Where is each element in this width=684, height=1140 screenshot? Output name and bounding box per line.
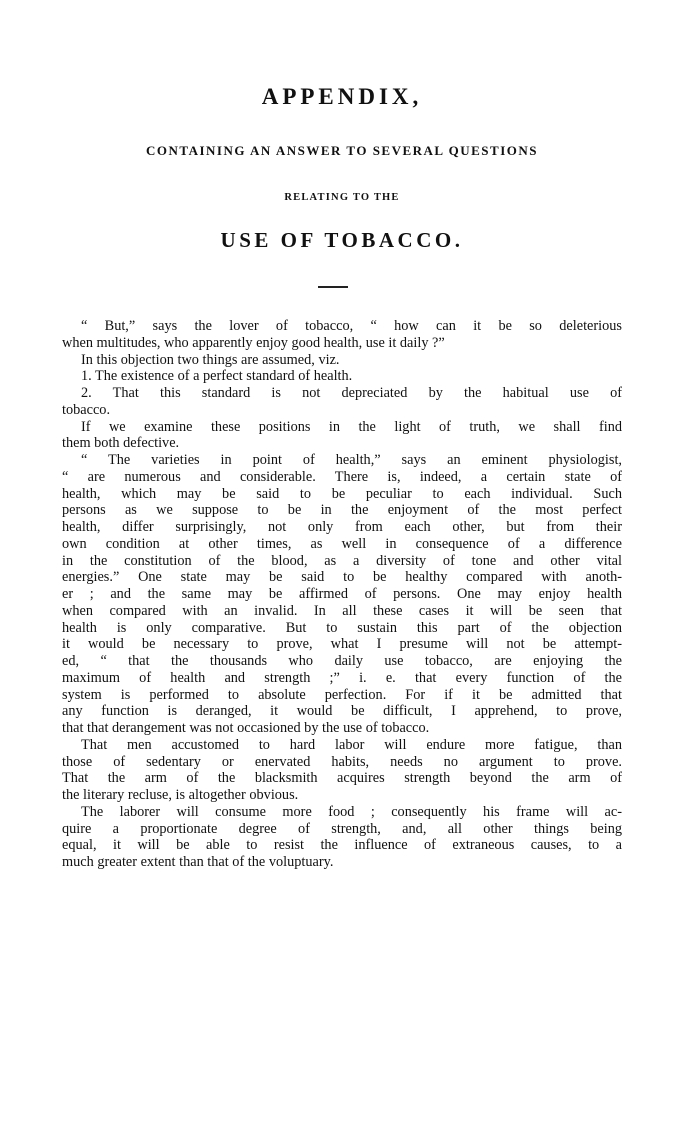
divider-rule bbox=[318, 286, 348, 288]
text-line: tobacco. bbox=[62, 401, 111, 418]
text-line: If we examine these positions in the light of truth, we shall find bbox=[81, 418, 622, 435]
text-line: “ The varieties in point of health,” says an eminent physiologist, bbox=[81, 452, 622, 468]
text-line: ed, “ that the thousands who daily use tobacco, are enjoying the bbox=[62, 653, 622, 669]
text-line: much greater extent than that of the voluptuary. bbox=[62, 854, 334, 870]
subject-title: USE OF TOBACCO. bbox=[220, 228, 464, 252]
text-line: “ But,” says the lover of tobacco, “ how can it be so deleterious bbox=[81, 318, 622, 334]
text-line: any function is deranged, it would be difficult, I apprehend, to prove, bbox=[62, 703, 622, 720]
text-line: The laborer will consume more food ; consequently his frame will ac- bbox=[81, 803, 622, 820]
text-line: them both defective. bbox=[62, 435, 180, 452]
appendix-subtitle: CONTAINING AN ANSWER TO SEVERAL QUESTIONS bbox=[145, 143, 538, 158]
text-line: system is performed to absolute perfection. For if it be admitted that bbox=[62, 686, 622, 703]
text-line: own condition at other times, as well in consequence of a difference bbox=[62, 535, 622, 552]
text-line: 2. That this standard is not depreciated by the habitual use of bbox=[81, 385, 622, 401]
text-line: maximum of health and strength ;” i. e. that every function of the bbox=[62, 669, 622, 686]
text-line: health, differ surprisingly, not only from each other, but from their bbox=[62, 519, 622, 535]
text-line: when compared with an invalid. In all these cases it will be seen that bbox=[62, 602, 622, 619]
text-line: that that derangement was not occasioned by the use of tobacco. bbox=[62, 720, 430, 736]
text-line: health is only comparative. But to sustain this part of the objection bbox=[62, 619, 622, 636]
text-line: er ; and the same may be affirmed of persons. One may enjoy health bbox=[62, 586, 622, 602]
text-line: “ are numerous and considerable. There is, indeed, a certain state of bbox=[62, 468, 622, 485]
text-line: quire a proportionate degree of strength, and, all other things being bbox=[62, 820, 622, 837]
text-line: the literary recluse, is altogether obvious. bbox=[62, 787, 299, 803]
text-line: persons as we suppose to be in the enjoyment of the most perfect bbox=[62, 502, 622, 519]
body-text bbox=[62, 318, 622, 871]
appendix-title: APPENDIX, bbox=[261, 84, 423, 109]
text-line: health, which may be said to be peculiar to each individual. Such bbox=[62, 485, 622, 502]
text-line: in the constitution of the blood, as a diversity of tone and other vital bbox=[62, 552, 622, 569]
text-line: That men accustomed to hard labor will endure more fatigue, than bbox=[81, 736, 622, 753]
text-line: In this objection two things are assumed, viz. bbox=[81, 351, 340, 368]
text-line: energies.” One state may be said to be healthy compared with anoth- bbox=[62, 569, 622, 586]
text-line: equal, it will be able to resist the influence of extraneous causes, to a bbox=[62, 837, 622, 854]
text-line: That the arm of the blacksmith acquires strength beyond the arm of bbox=[62, 770, 622, 787]
text-line: when multitudes, who apparently enjoy good health, use it daily ?” bbox=[62, 334, 445, 351]
text-line: 1. The existence of a perfect standard of health. bbox=[81, 368, 353, 385]
text-line: it would be necessary to prove, what I presume will not be attempt- bbox=[62, 636, 622, 653]
relating-line: RELATING TO THE bbox=[284, 192, 400, 203]
text-line: those of sedentary or enervated habits, needs no argument to prove. bbox=[62, 753, 622, 770]
